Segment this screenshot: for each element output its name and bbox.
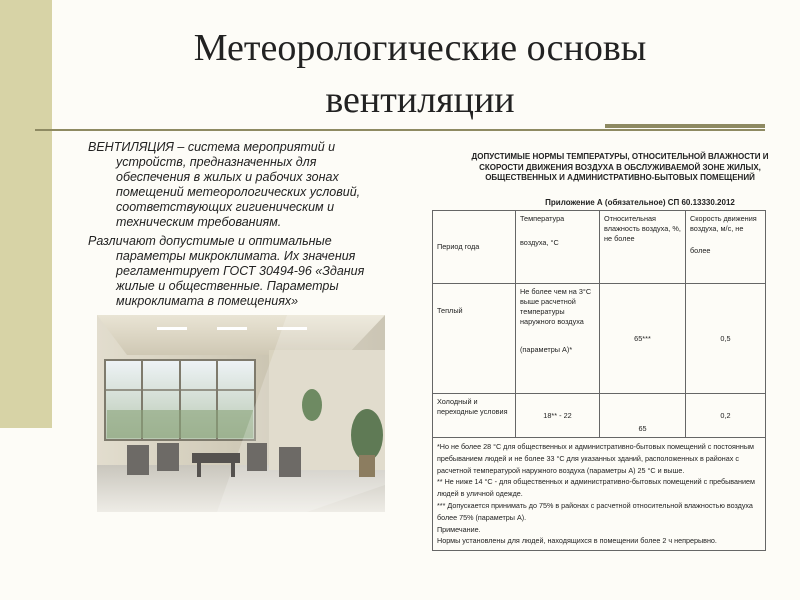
- title-divider: [35, 129, 765, 131]
- table-row-warm: [433, 284, 766, 394]
- header-temperature: [516, 211, 600, 284]
- definition-paragraph: ВЕНТИЛЯЦИЯ – система мероприятий и устройств, предназначенных для обеспечения в жилых и рабочих зонах помещений метеорологических условий, соответствующих гигиеническим и техническим требованиям.: [88, 140, 361, 229]
- header-temp-label: Температура: [520, 214, 565, 223]
- slide-title: [140, 22, 700, 126]
- accent-bar: [0, 0, 52, 428]
- header-period: Период года: [433, 211, 516, 284]
- warm-speed: 0,5: [686, 284, 766, 394]
- table-heading: ДОПУСТИМЫЕ НОРМЫ ТЕМПЕРАТУРЫ, ОТНОСИТЕЛЬНОЙ ВЛАЖНОСТИ И СКОРОСТИ ДВИЖЕНИЯ ВОЗДУХА В ОБСЛУЖИВАЕМОЙ ЗОНЕ ЖИЛЫХ, ОБЩЕСТВЕННЫХ И АДМИНИСТРАТИВНО-БЫТОВЫХ ПОМЕЩЕНИЙ: [471, 152, 769, 182]
- table-notes: [433, 438, 766, 551]
- note-5: Нормы установлены для людей, находящихся в помещении более 2 ч непрерывно.: [437, 536, 717, 546]
- warm-temp-params: (параметры А)*: [520, 345, 573, 354]
- cold-period: Холодный и переходные условия: [433, 394, 516, 438]
- header-speed-tail: более: [690, 246, 711, 255]
- title-line-2: вентиляции: [325, 79, 515, 121]
- table-header-row: [433, 211, 766, 284]
- regulation-paragraph: Различают допустимые и оптимальные параметры микроклимата. Их значения регламентирует ГОСТ 30494-96 «Здания жилые и общественные. Параметры микроклимата в помещениях»: [88, 234, 365, 308]
- table-notes-row: [433, 438, 766, 551]
- header-humidity: Относительная влажность воздуха, %, не более: [600, 211, 686, 284]
- header-temp-unit: воздуха, °С: [520, 238, 559, 247]
- warm-humidity: 65***: [600, 284, 686, 394]
- norms-table: [432, 210, 766, 551]
- header-speed-label: Скорость движения воздуха, м/с, не: [690, 214, 757, 233]
- cold-speed: 0,2: [686, 394, 766, 438]
- title-divider-accent: [605, 124, 765, 128]
- warm-temp-text: Не более чем на 3°С выше расчетной температуры наружного воздуха: [520, 287, 592, 326]
- interior-photo: [97, 315, 385, 512]
- table-row-cold: [433, 394, 766, 438]
- cold-humidity: 65: [600, 394, 686, 438]
- note-3: *** Допускается принимать до 75% в районах с расчетной относительной влажностью воздуха более 75% (параметры А).: [437, 500, 753, 522]
- note-4: Примечание.: [437, 524, 481, 534]
- table-subheading: Приложение А (обязательное) СП 60.13330.2012: [545, 198, 735, 207]
- note-1: *Но не более 28 °С для общественных и административно-бытовых помещений с постоянным пребыванием людей и не более 33 °С для указанных зданий, расположенных в районах с расчетной температурой наружного воздуха (параметры А) 25 °С и выше.: [437, 442, 754, 475]
- warm-period: Теплый: [433, 284, 516, 394]
- title-line-1: Метеорологические основы: [193, 27, 647, 69]
- warm-temperature: [516, 284, 600, 394]
- note-2: ** Не ниже 14 °С - для общественных и административно-бытовых помещений с пребыванием людей в уличной одежде.: [437, 477, 755, 499]
- cold-temperature: 18** - 22: [516, 394, 600, 438]
- intro-text: [88, 140, 388, 313]
- header-speed: [686, 211, 766, 284]
